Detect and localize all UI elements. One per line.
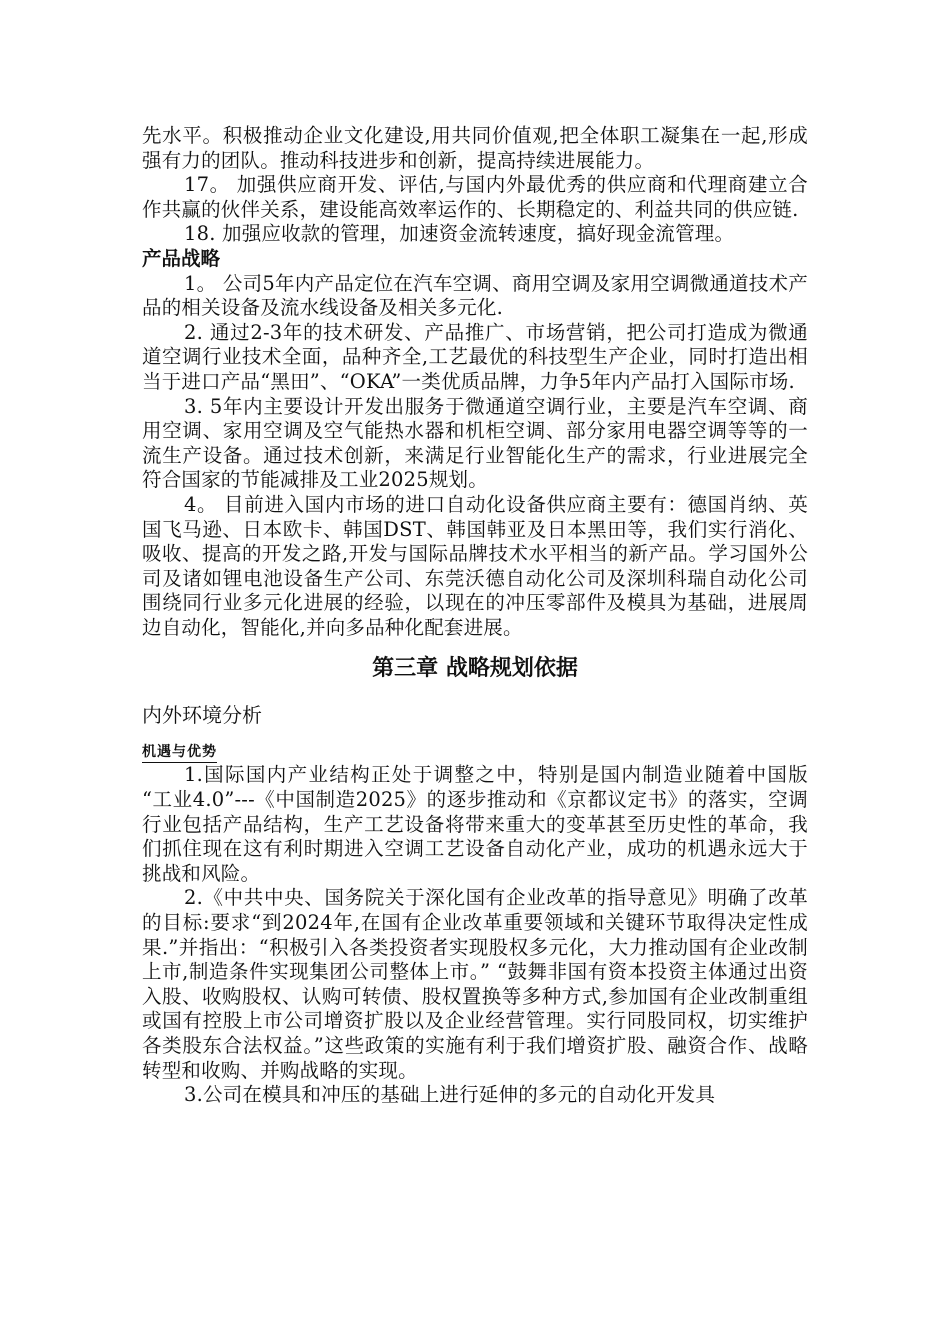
product-strategy-item-3: 3. 5年内主要设计开发出服务于微通道空调行业，主要是汽车空调、商用空调、家用空调及空气能热水器和机柜空调、部分家用电器空调等等的一流生产设备。通过技术创新，来满足行业智能化生产的需求，行业进展完全符合国家的节能减排及工业2025规划。: [142, 394, 808, 492]
chapter-title: 第三章 战略规划依据: [372, 656, 578, 682]
opportunity-item-1: 1.国际国内产业结构正处于调整之中，特别是国内制造业随着中国版 “工业4.0”---《中国制造2025》的逐步推动和《京都议定书》的落实，空调行业包括产品结构，生产工艺设备将带来重大的变革甚至历史性的革命，我们抓住现在这有利时期进入空调工艺设备自动化产业，成功的机遇永远大于挑战和风险。: [142, 763, 808, 885]
minor-heading-opportunities: 机遇与优势: [142, 742, 217, 763]
product-strategy-item-4: 4。 目前进入国内市场的进口自动化设备供应商主要有：德国肖纳、英国飞马逊、日本欧卡、韩国DST、韩国韩亚及日本黑田等，我们实行消化、吸收、提高的开发之路,开发与国际品牌技术水平相当的新产品。学习国外公司及诸如锂电池设备生产公司、东莞沃德自动化公司及深圳科瑞自动化公司围绕同行业多元化进展的经验，以现在的冲压零部件及模具为基础，进展周边自动化，智能化,并向多品种化配套进展。: [142, 492, 808, 639]
opportunity-item-3: 3.公司在模具和冲压的基础上进行延伸的多元的自动化开发具: [184, 1083, 716, 1107]
minor-heading-wrapper: [142, 730, 808, 763]
product-strategy-item-1: 1。 公司5年内产品定位在汽车空调、商用空调及家用空调微通道技术产品的相关设备及流水线设备及相关多元化.: [142, 271, 808, 320]
document-body: [142, 124, 808, 1108]
subsection-heading: 内外环境分析: [142, 703, 262, 728]
paragraph-item-18: 18. 加强应收款的管理，加速资金流转速度，搞好现金流管理。: [184, 222, 735, 246]
opportunity-item-2: 2.《中共中央、国务院关于深化国有企业改革的指导意见》明确了改革的目标:要求“到2024年,在国有企业改革重要领域和关键环节取得决定性成果.”并指出：“积极引入各类投资者实现股权多元化，大力推动国有企业改制上市,制造条件实现集团公司整体上市。” “鼓舞非国有资本投资主体通过出资入股、收购股权、认购可转债、股权置换等多种方式,参加国有企业改制重组或国有控股上市公司增资扩股以及企业经营管理。实行同股同权，切实维护各类股东合法权益。”这些政策的实施有利于我们增资扩股、融资合作、战略转型和收购、并购战略的实现。: [142, 886, 808, 1082]
paragraph-continuation: 先水平。积极推动企业文化建设,用共同价值观,把全体职工凝集在一起,形成强有力的团队。推动科技进步和创新，提高持续进展能力。: [142, 124, 808, 172]
section-heading-product-strategy: 产品战略: [142, 246, 221, 270]
paragraph-item-17: 17。 加强供应商开发、评估,与国内外最优秀的供应商和代理商建立合作共赢的伙伴关系，建设能高效率运作的、长期稳定的、利益共同的供应链.: [142, 173, 808, 221]
product-strategy-item-2: 2. 通过2-3年的技术研发、产品推广、市场营销，把公司打造成为微通道空调行业技术全面，品种齐全,工艺最优的科技型生产企业，同时打造出相当于进口产品“黑田”、“OKA”一类优质品牌，力争5年内产品打入国际市场.: [142, 320, 808, 393]
